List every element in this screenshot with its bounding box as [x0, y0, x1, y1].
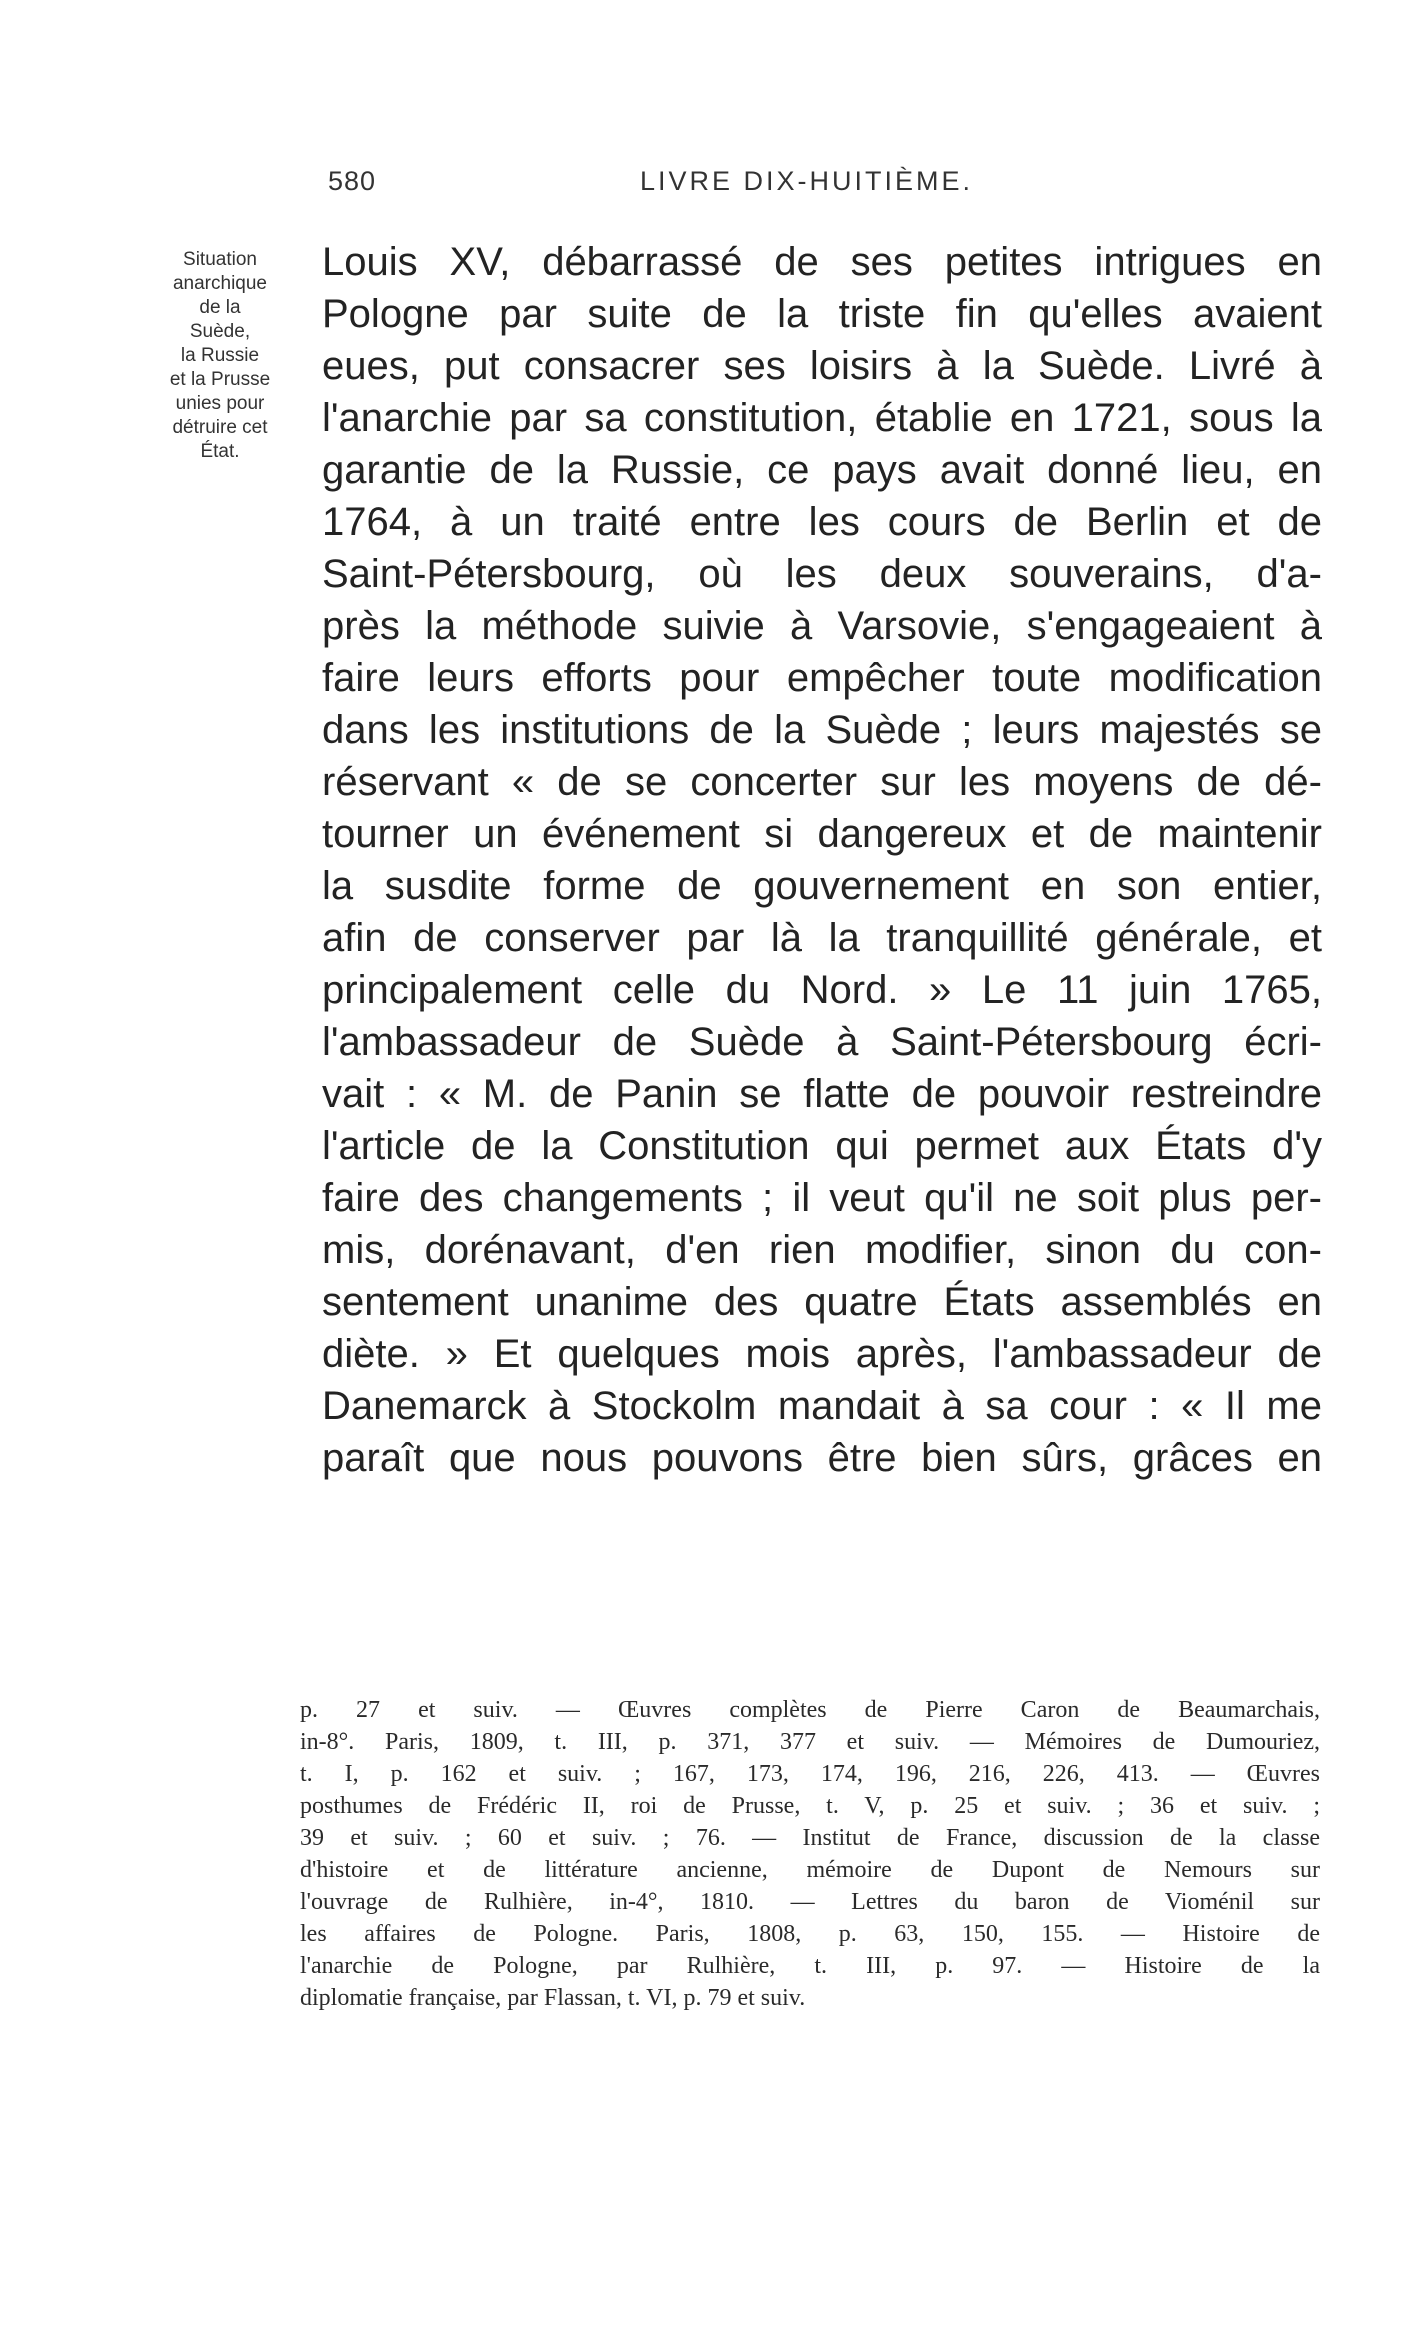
footnote-line: 39 et suiv. ; 60 et suiv. ; 76. — Institut de France, discussion de la classe: [300, 1825, 1320, 1851]
margin-note-line: et la Prusse: [169, 369, 271, 390]
margin-note-line: la Russie: [180, 345, 260, 366]
footnote-line: t. I, p. 162 et suiv. ; 167, 173, 174, 196, 216, 226, 413. — Œuvres: [300, 1761, 1320, 1787]
body-line: sentement unanime des quatre États assemblés en: [322, 1280, 1322, 1324]
margin-note-line: Suède,: [189, 321, 251, 342]
footnote-line: p. 27 et suiv. — Œuvres complètes de Pierre Caron de Beaumarchais,: [300, 1697, 1320, 1723]
margin-note-line: État.: [200, 441, 240, 462]
page-header: [0, 166, 1413, 206]
body-line: paraît que nous pouvons être bien sûrs, grâces en: [322, 1436, 1322, 1480]
body-line: Danemarck à Stockolm mandait à sa cour : « Il me: [322, 1384, 1322, 1428]
body-line: Saint-Pétersbourg, où les deux souverains, d'a-: [322, 552, 1322, 596]
margin-note: [110, 248, 330, 464]
body-line: garantie de la Russie, ce pays avait donné lieu, en: [322, 448, 1322, 492]
margin-note-line: anarchique: [172, 273, 268, 294]
footnote-line: diplomatie française, par Flassan, t. VI, p. 79 et suiv.: [300, 1985, 806, 2011]
body-line: l'anarchie par sa constitution, établie en 1721, sous la: [322, 396, 1322, 440]
body-line: Pologne par suite de la triste fin qu'elles avaient: [322, 292, 1322, 336]
body-line: eues, put consacrer ses loisirs à la Suède. Livré à: [322, 344, 1322, 388]
body-line: mis, dorénavant, d'en rien modifier, sinon du con-: [322, 1228, 1322, 1272]
body-line: réservant « de se concerter sur les moyens de dé-: [322, 760, 1322, 804]
body-line: diète. » Et quelques mois après, l'ambassadeur de: [322, 1332, 1322, 1376]
margin-note-line: Situation: [183, 249, 257, 270]
footnote-line: d'histoire et de littérature ancienne, mémoire de Dupont de Nemours sur: [300, 1857, 1320, 1883]
running-title: LIVRE DIX-HUITIÈME.: [640, 166, 974, 196]
page-number: 580: [328, 166, 377, 196]
body-line: faire des changements ; il veut qu'il ne soit plus per-: [322, 1176, 1322, 1220]
body-line: vait : « M. de Panin se flatte de pouvoir restreindre: [322, 1072, 1322, 1116]
margin-note-line: détruire cet: [172, 417, 268, 438]
body-line: près la méthode suivie à Varsovie, s'engageaient à: [322, 604, 1322, 648]
margin-note-line: unies pour: [175, 393, 265, 414]
body-line: principalement celle du Nord. » Le 11 juin 1765,: [322, 968, 1322, 1012]
body-line: Louis XV, débarrassé de ses petites intrigues en: [322, 240, 1322, 284]
body-line: l'ambassadeur de Suède à Saint-Pétersbourg écri-: [322, 1020, 1322, 1064]
main-body-text: [322, 236, 1322, 1484]
footnote-line: posthumes de Frédéric II, roi de Prusse, t. V, p. 25 et suiv. ; 36 et suiv. ;: [300, 1793, 1320, 1819]
body-line: la susdite forme de gouvernement en son entier,: [322, 864, 1322, 908]
body-line: faire leurs efforts pour empêcher toute modification: [322, 656, 1322, 700]
body-line: l'article de la Constitution qui permet aux États d'y: [322, 1124, 1322, 1168]
body-line: tourner un événement si dangereux et de maintenir: [322, 812, 1322, 856]
body-line: dans les institutions de la Suède ; leurs majestés se: [322, 708, 1322, 752]
footnote-line: l'ouvrage de Rulhière, in-4°, 1810. — Lettres du baron de Vioménil sur: [300, 1889, 1320, 1915]
footnote-line: in-8°. Paris, 1809, t. III, p. 371, 377 et suiv. — Mémoires de Dumouriez,: [300, 1729, 1320, 1755]
margin-note-line: de la: [199, 297, 241, 318]
footnotes: [300, 1694, 1320, 2014]
body-line: afin de conserver par là la tranquillité générale, et: [322, 916, 1322, 960]
body-line: 1764, à un traité entre les cours de Berlin et de: [322, 500, 1322, 544]
footnote-line: l'anarchie de Pologne, par Rulhière, t. III, p. 97. — Histoire de la: [300, 1953, 1320, 1979]
footnote-line: les affaires de Pologne. Paris, 1808, p. 63, 150, 155. — Histoire de: [300, 1921, 1320, 1947]
